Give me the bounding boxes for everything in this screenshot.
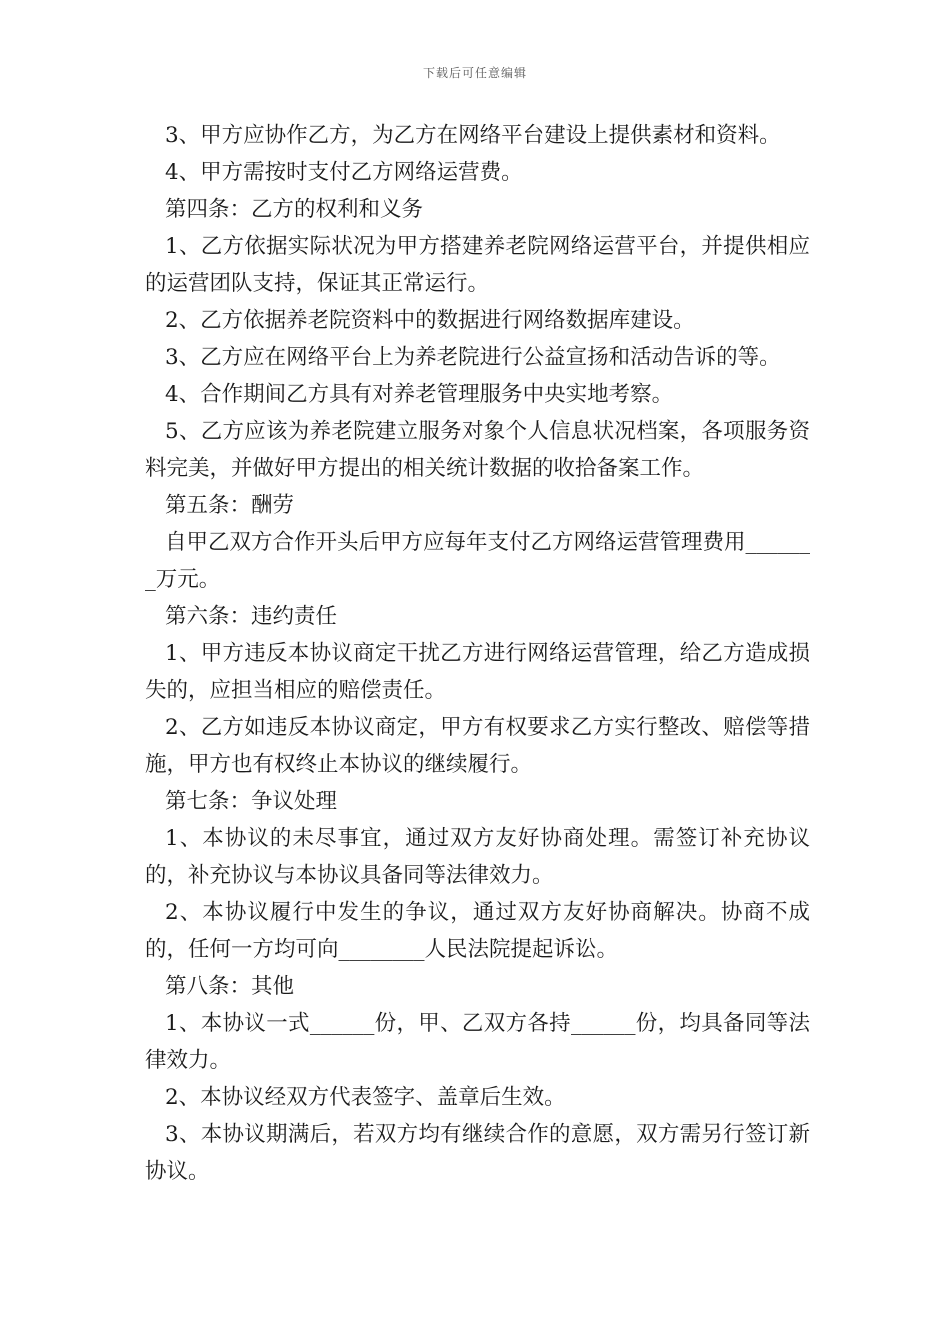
clause-item: 自甲乙双方合作开头后甲方应每年支付乙方网络运营管理费用_______万元。 bbox=[145, 530, 811, 592]
document-body bbox=[145, 117, 810, 1190]
clause-item: 2、本协议经双方代表签字、盖章后生效。 bbox=[165, 1085, 566, 1110]
clause-item: 1、甲方违反本协议商定干扰乙方进行网络运营管理，给乙方造成损失的，应担当相应的赔偿责任。 bbox=[145, 641, 810, 703]
clause-item: 2、乙方依据养老院资料中的数据进行网络数据库建设。 bbox=[165, 308, 695, 333]
section-heading: 第六条：违约责任 bbox=[165, 604, 338, 629]
clause-item: 5、乙方应该为养老院建立服务对象个人信息状况档案，各项服务资料完美，并做好甲方提出的相关统计数据的收拾备案工作。 bbox=[145, 419, 810, 481]
clause-item: 3、乙方应在网络平台上为养老院进行公益宣扬和活动告诉的等。 bbox=[165, 345, 781, 370]
section-heading: 第五条：酬劳 bbox=[165, 493, 295, 518]
clause-item: 1、本协议一式______份，甲、乙双方各持______份，均具备同等法律效力。 bbox=[145, 1011, 810, 1073]
clause-item: 1、乙方依据实际状况为甲方搭建养老院网络运营平台，并提供相应的运营团队支持，保证其正常运行。 bbox=[145, 234, 810, 296]
section-heading: 第八条：其他 bbox=[165, 974, 295, 999]
clause-item: 1、本协议的未尽事宜，通过双方友好协商处理。需签订补充协议的，补充协议与本协议具备同等法律效力。 bbox=[145, 826, 810, 888]
clause-item: 4、甲方需按时支付乙方网络运营费。 bbox=[165, 160, 523, 185]
section-heading: 第四条：乙方的权利和义务 bbox=[165, 197, 424, 222]
page-header: 下载后可任意编辑 bbox=[422, 66, 527, 80]
clause-item: 3、甲方应协作乙方，为乙方在网络平台建设上提供素材和资料。 bbox=[165, 123, 781, 148]
clause-item: 4、合作期间乙方具有对养老管理服务中央实地考察。 bbox=[165, 382, 674, 407]
clause-item: 3、本协议期满后，若双方均有继续合作的意愿，双方需另行签订新协议。 bbox=[145, 1122, 810, 1184]
section-heading: 第七条：争议处理 bbox=[165, 789, 338, 814]
clause-item: 2、乙方如违反本协议商定，甲方有权要求乙方实行整改、赔偿等措施，甲方也有权终止本协议的继续履行。 bbox=[145, 715, 810, 777]
clause-item: 2、本协议履行中发生的争议，通过双方友好协商解决。协商不成的，任何一方均可向________人民法院提起诉讼。 bbox=[145, 900, 810, 962]
